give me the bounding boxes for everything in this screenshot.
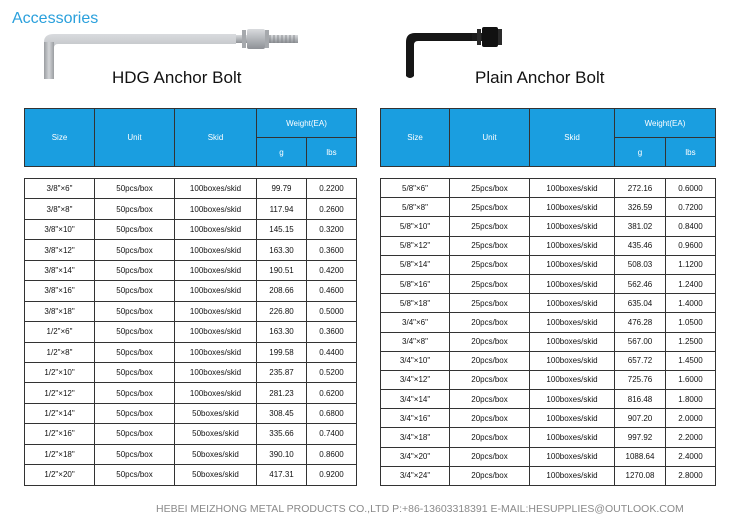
skid-cell: 100boxes/skid xyxy=(175,281,257,301)
unit-cell: 50pcs/box xyxy=(95,342,175,362)
weight-g-cell: 235.87 xyxy=(257,362,307,382)
size-cell: 1/2"×8" xyxy=(25,342,95,362)
col-header-size: Size xyxy=(25,109,95,167)
table-row xyxy=(381,390,716,409)
weight-g-cell: 657.72 xyxy=(615,351,666,370)
size-cell: 3/8"×18" xyxy=(25,301,95,321)
table-row xyxy=(381,217,716,236)
skid-cell: 50boxes/skid xyxy=(175,403,257,423)
unit-cell: 50pcs/box xyxy=(95,199,175,219)
weight-lbs-cell: 0.4600 xyxy=(307,281,357,301)
unit-cell: 25pcs/box xyxy=(450,198,530,217)
skid-cell: 100boxes/skid xyxy=(530,409,615,428)
table-row xyxy=(25,219,357,239)
unit-cell: 25pcs/box xyxy=(450,179,530,198)
weight-g-cell: 435.46 xyxy=(615,236,666,255)
col-header-unit: Unit xyxy=(450,109,530,167)
size-cell: 5/8"×10" xyxy=(381,217,450,236)
unit-cell: 50pcs/box xyxy=(95,383,175,403)
weight-g-cell: 281.23 xyxy=(257,383,307,403)
size-cell: 1/2"×18" xyxy=(25,444,95,464)
unit-cell: 50pcs/box xyxy=(95,301,175,321)
weight-lbs-cell: 0.3200 xyxy=(307,219,357,239)
weight-g-cell: 163.30 xyxy=(257,240,307,260)
weight-g-cell: 145.15 xyxy=(257,219,307,239)
col-header-weight: Weight(EA) xyxy=(615,109,716,138)
size-cell: 3/4"×18" xyxy=(381,428,450,447)
size-cell: 3/8"×10" xyxy=(25,219,95,239)
weight-lbs-cell: 1.2500 xyxy=(666,332,716,351)
size-cell: 1/2"×20" xyxy=(25,465,95,485)
weight-lbs-cell: 1.0500 xyxy=(666,313,716,332)
company-footer: HEBEI MEIZHONG METAL PRODUCTS CO.,LTD P:+86-13603318391 E-MAIL:HESUPPLIES@OUTLOOK.COM xyxy=(156,503,684,515)
table-row xyxy=(381,198,716,217)
col-header-size: Size xyxy=(381,109,450,167)
plain-caption: Plain Anchor Bolt xyxy=(475,68,605,87)
weight-g-cell: 562.46 xyxy=(615,274,666,293)
unit-cell: 50pcs/box xyxy=(95,444,175,464)
unit-cell: 50pcs/box xyxy=(95,260,175,280)
size-cell: 3/8"×6" xyxy=(25,179,95,199)
weight-g-cell: 997.92 xyxy=(615,428,666,447)
col-header-skid: Skid xyxy=(175,109,257,167)
weight-lbs-cell: 0.6800 xyxy=(307,403,357,423)
weight-lbs-cell: 2.4000 xyxy=(666,447,716,466)
size-cell: 1/2"×14" xyxy=(25,403,95,423)
skid-cell: 100boxes/skid xyxy=(175,383,257,403)
skid-cell: 50boxes/skid xyxy=(175,444,257,464)
table-row xyxy=(381,466,716,485)
weight-g-cell: 1270.08 xyxy=(615,466,666,485)
size-cell: 3/4"×8" xyxy=(381,332,450,351)
unit-cell: 20pcs/box xyxy=(450,332,530,351)
skid-cell: 100boxes/skid xyxy=(175,322,257,342)
table-row xyxy=(25,260,357,280)
weight-g-cell: 272.16 xyxy=(615,179,666,198)
page-title: Accessories xyxy=(12,10,99,27)
size-cell: 5/8"×16" xyxy=(381,274,450,293)
size-cell: 3/4"×20" xyxy=(381,447,450,466)
table-row xyxy=(381,255,716,274)
weight-g-cell: 907.20 xyxy=(615,409,666,428)
skid-cell: 50boxes/skid xyxy=(175,465,257,485)
unit-cell: 50pcs/box xyxy=(95,240,175,260)
size-cell: 5/8"×14" xyxy=(381,255,450,274)
hdg-caption: HDG Anchor Bolt xyxy=(112,68,242,87)
weight-lbs-cell: 0.2200 xyxy=(307,179,357,199)
size-cell: 5/8"×6" xyxy=(381,179,450,198)
size-cell: 3/8"×12" xyxy=(25,240,95,260)
weight-g-cell: 226.80 xyxy=(257,301,307,321)
size-cell: 5/8"×12" xyxy=(381,236,450,255)
weight-lbs-cell: 1.1200 xyxy=(666,255,716,274)
weight-lbs-cell: 0.8400 xyxy=(666,217,716,236)
unit-cell: 20pcs/box xyxy=(450,313,530,332)
size-cell: 3/8"×14" xyxy=(25,260,95,280)
skid-cell: 100boxes/skid xyxy=(530,198,615,217)
weight-lbs-cell: 0.9600 xyxy=(666,236,716,255)
weight-g-cell: 117.94 xyxy=(257,199,307,219)
size-cell: 3/8"×8" xyxy=(25,199,95,219)
weight-lbs-cell: 2.2000 xyxy=(666,428,716,447)
col-header-g: g xyxy=(257,138,307,167)
unit-cell: 25pcs/box xyxy=(450,255,530,274)
table-row xyxy=(25,444,357,464)
weight-lbs-cell: 0.4400 xyxy=(307,342,357,362)
unit-cell: 50pcs/box xyxy=(95,362,175,382)
weight-g-cell: 390.10 xyxy=(257,444,307,464)
unit-cell: 50pcs/box xyxy=(95,219,175,239)
weight-g-cell: 335.66 xyxy=(257,424,307,444)
weight-g-cell: 476.28 xyxy=(615,313,666,332)
col-header-lbs: lbs xyxy=(307,138,357,167)
size-cell: 3/4"×6" xyxy=(381,313,450,332)
skid-cell: 100boxes/skid xyxy=(175,179,257,199)
weight-lbs-cell: 0.4200 xyxy=(307,260,357,280)
skid-cell: 100boxes/skid xyxy=(175,362,257,382)
unit-cell: 25pcs/box xyxy=(450,236,530,255)
size-cell: 3/4"×16" xyxy=(381,409,450,428)
size-cell: 1/2"×10" xyxy=(25,362,95,382)
weight-lbs-cell: 2.0000 xyxy=(666,409,716,428)
size-cell: 3/8"×16" xyxy=(25,281,95,301)
weight-lbs-cell: 0.5200 xyxy=(307,362,357,382)
unit-cell: 50pcs/box xyxy=(95,322,175,342)
weight-lbs-cell: 2.8000 xyxy=(666,466,716,485)
table-row xyxy=(25,199,357,219)
unit-cell: 25pcs/box xyxy=(450,274,530,293)
col-header-skid: Skid xyxy=(530,109,615,167)
weight-g-cell: 99.79 xyxy=(257,179,307,199)
weight-lbs-cell: 1.4000 xyxy=(666,294,716,313)
unit-cell: 20pcs/box xyxy=(450,428,530,447)
size-cell: 5/8"×18" xyxy=(381,294,450,313)
table-row xyxy=(381,332,716,351)
skid-cell: 100boxes/skid xyxy=(530,274,615,293)
plain-spec-table xyxy=(380,108,716,486)
unit-cell: 50pcs/box xyxy=(95,179,175,199)
size-cell: 1/2"×12" xyxy=(25,383,95,403)
table-row xyxy=(25,240,357,260)
weight-g-cell: 417.31 xyxy=(257,465,307,485)
unit-cell: 50pcs/box xyxy=(95,403,175,423)
skid-cell: 100boxes/skid xyxy=(530,255,615,274)
col-header-weight: Weight(EA) xyxy=(257,109,357,138)
col-header-unit: Unit xyxy=(95,109,175,167)
weight-g-cell: 208.66 xyxy=(257,281,307,301)
size-cell: 3/4"×24" xyxy=(381,466,450,485)
skid-cell: 100boxes/skid xyxy=(530,217,615,236)
table-row xyxy=(381,351,716,370)
skid-cell: 100boxes/skid xyxy=(530,179,615,198)
table-row xyxy=(25,301,357,321)
skid-cell: 100boxes/skid xyxy=(175,301,257,321)
weight-lbs-cell: 0.9200 xyxy=(307,465,357,485)
table-row xyxy=(381,370,716,389)
weight-lbs-cell: 0.6200 xyxy=(307,383,357,403)
weight-lbs-cell: 0.5000 xyxy=(307,301,357,321)
hdg-spec-table xyxy=(24,108,357,486)
weight-lbs-cell: 1.4500 xyxy=(666,351,716,370)
table-row xyxy=(25,383,357,403)
weight-lbs-cell: 0.3600 xyxy=(307,240,357,260)
weight-g-cell: 567.00 xyxy=(615,332,666,351)
size-cell: 3/4"×12" xyxy=(381,370,450,389)
weight-g-cell: 308.45 xyxy=(257,403,307,423)
table-row xyxy=(25,403,357,423)
table-row xyxy=(381,447,716,466)
table-row xyxy=(25,465,357,485)
skid-cell: 100boxes/skid xyxy=(530,332,615,351)
table-row xyxy=(25,342,357,362)
weight-g-cell: 199.58 xyxy=(257,342,307,362)
table-row xyxy=(25,179,357,199)
unit-cell: 50pcs/box xyxy=(95,424,175,444)
table-row xyxy=(381,313,716,332)
skid-cell: 100boxes/skid xyxy=(530,351,615,370)
skid-cell: 100boxes/skid xyxy=(530,466,615,485)
header-gap xyxy=(25,167,357,179)
unit-cell: 20pcs/box xyxy=(450,370,530,389)
weight-lbs-cell: 0.2600 xyxy=(307,199,357,219)
skid-cell: 100boxes/skid xyxy=(175,342,257,362)
size-cell: 5/8"×8" xyxy=(381,198,450,217)
skid-cell: 100boxes/skid xyxy=(175,240,257,260)
weight-lbs-cell: 0.3600 xyxy=(307,322,357,342)
unit-cell: 20pcs/box xyxy=(450,447,530,466)
unit-cell: 20pcs/box xyxy=(450,466,530,485)
skid-cell: 100boxes/skid xyxy=(175,219,257,239)
weight-g-cell: 163.30 xyxy=(257,322,307,342)
weight-lbs-cell: 0.7200 xyxy=(666,198,716,217)
skid-cell: 100boxes/skid xyxy=(530,313,615,332)
weight-g-cell: 635.04 xyxy=(615,294,666,313)
size-cell: 1/2"×6" xyxy=(25,322,95,342)
size-cell: 3/4"×14" xyxy=(381,390,450,409)
table-row xyxy=(25,424,357,444)
weight-lbs-cell: 0.6000 xyxy=(666,179,716,198)
skid-cell: 100boxes/skid xyxy=(175,260,257,280)
table-row xyxy=(381,428,716,447)
unit-cell: 20pcs/box xyxy=(450,409,530,428)
skid-cell: 100boxes/skid xyxy=(175,199,257,219)
col-header-g: g xyxy=(615,138,666,167)
skid-cell: 100boxes/skid xyxy=(530,428,615,447)
skid-cell: 100boxes/skid xyxy=(530,370,615,389)
weight-lbs-cell: 0.7400 xyxy=(307,424,357,444)
weight-g-cell: 725.76 xyxy=(615,370,666,389)
spacer xyxy=(25,167,357,179)
table-row xyxy=(381,236,716,255)
weight-g-cell: 326.59 xyxy=(615,198,666,217)
unit-cell: 50pcs/box xyxy=(95,281,175,301)
weight-lbs-cell: 1.6000 xyxy=(666,370,716,389)
table-row xyxy=(25,322,357,342)
unit-cell: 50pcs/box xyxy=(95,465,175,485)
table-row xyxy=(381,274,716,293)
unit-cell: 25pcs/box xyxy=(450,294,530,313)
skid-cell: 100boxes/skid xyxy=(530,390,615,409)
weight-lbs-cell: 0.8600 xyxy=(307,444,357,464)
skid-cell: 100boxes/skid xyxy=(530,294,615,313)
skid-cell: 100boxes/skid xyxy=(530,447,615,466)
weight-g-cell: 816.48 xyxy=(615,390,666,409)
col-header-lbs: lbs xyxy=(666,138,716,167)
weight-g-cell: 1088.64 xyxy=(615,447,666,466)
table-row xyxy=(381,179,716,198)
weight-lbs-cell: 1.2400 xyxy=(666,274,716,293)
table-row xyxy=(25,281,357,301)
table-row xyxy=(381,294,716,313)
weight-g-cell: 508.03 xyxy=(615,255,666,274)
size-cell: 3/4"×10" xyxy=(381,351,450,370)
spacer xyxy=(381,167,716,179)
table-row xyxy=(381,409,716,428)
weight-g-cell: 381.02 xyxy=(615,217,666,236)
header-gap xyxy=(381,167,716,179)
weight-lbs-cell: 1.8000 xyxy=(666,390,716,409)
skid-cell: 100boxes/skid xyxy=(530,236,615,255)
unit-cell: 25pcs/box xyxy=(450,217,530,236)
unit-cell: 20pcs/box xyxy=(450,390,530,409)
unit-cell: 20pcs/box xyxy=(450,351,530,370)
weight-g-cell: 190.51 xyxy=(257,260,307,280)
size-cell: 1/2"×16" xyxy=(25,424,95,444)
skid-cell: 50boxes/skid xyxy=(175,424,257,444)
table-row xyxy=(25,362,357,382)
